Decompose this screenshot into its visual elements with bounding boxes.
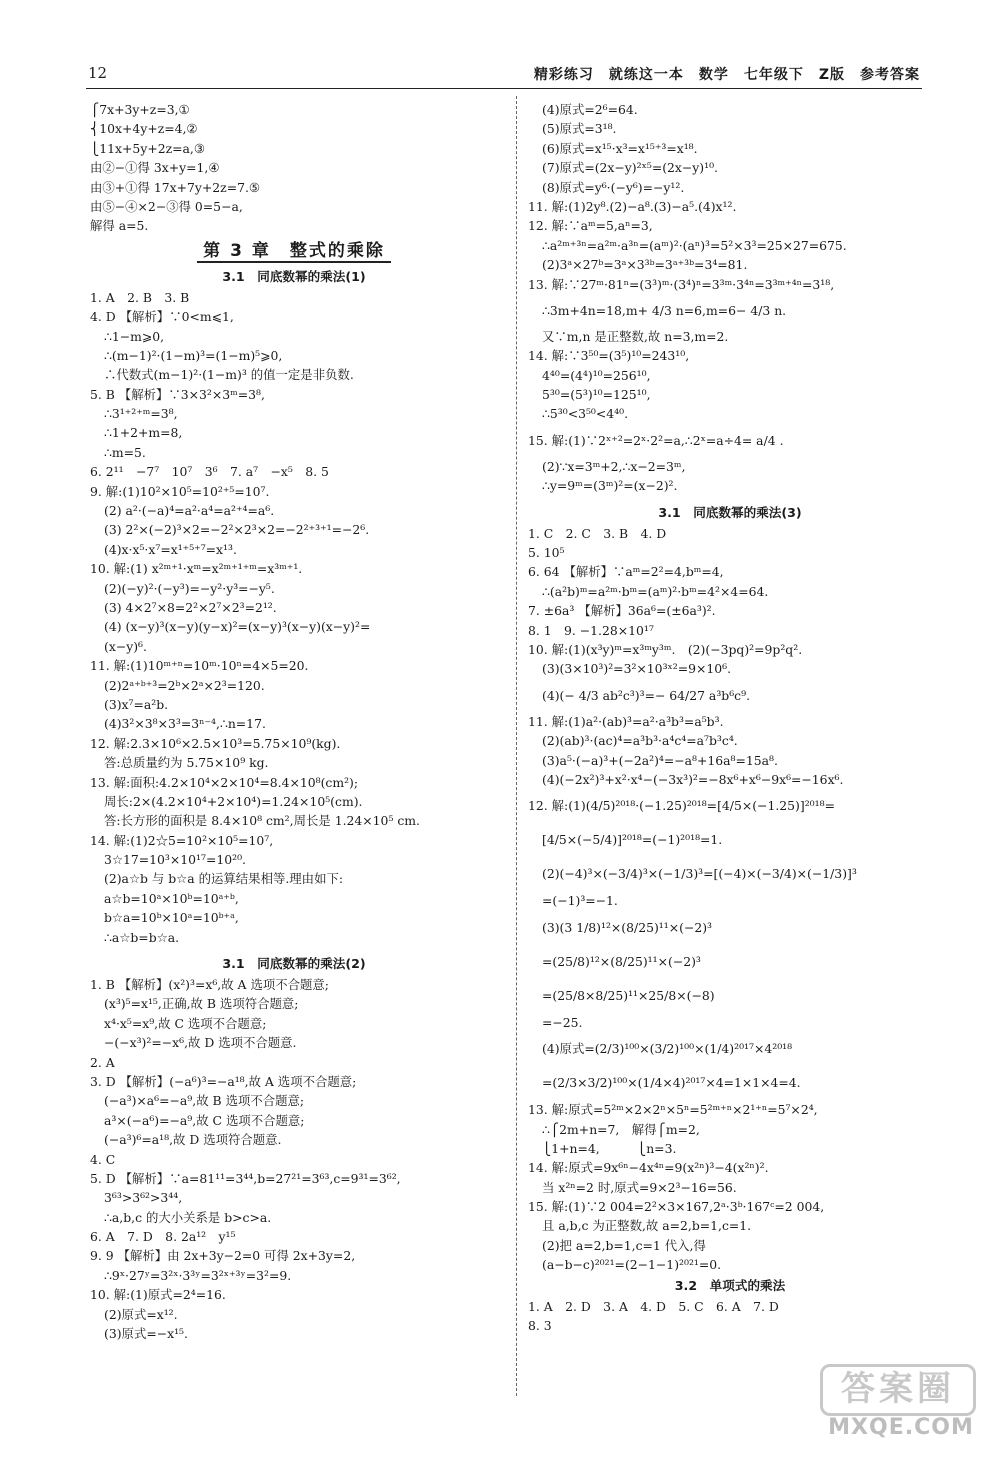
right-column — [528, 100, 932, 1335]
section-heading: 3.2 单项式的乘法 — [674, 1277, 786, 1293]
answer-line: =(25/8×8/25)¹¹×25/8×(−8) — [542, 987, 715, 1003]
answer-line: (2)∵x=3ᵐ+2,∴x−2=3ᵐ, — [542, 458, 686, 474]
answer-line: a☆b=10ᵃ×10ᵇ=10ᵃ⁺ᵇ, — [104, 890, 239, 906]
answer-line: ⎩1+n=4, ⎩n=3. — [542, 1140, 677, 1156]
answer-line: 14. 解:原式=9x⁶ⁿ−4x⁴ⁿ=9(x²ⁿ)³−4(x²ⁿ)². — [528, 1160, 769, 1176]
answer-line: 1. B 【解析】(x²)³=x⁶,故 A 选项不合题意; — [90, 977, 329, 993]
answer-line: (2)原式=x¹². — [104, 1306, 178, 1322]
answer-line: ∴代数式(m−1)²·(1−m)³ 的值一定是非负数. — [104, 367, 354, 383]
answer-line: 答:总质量约为 5.75×10⁹ kg. — [104, 755, 269, 771]
watermark-url: MXQE.COM — [828, 1415, 974, 1440]
answer-line: 5. 10⁵ — [528, 545, 565, 561]
answer-line: ∴1−m⩾0, — [104, 328, 165, 344]
answer-line: 6. 64 【解析】∵aᵐ=2²=4,bᵐ=4, — [528, 564, 724, 580]
answer-line: (3)a⁵·(−a)³+(−2a²)⁴=−a⁸+16a⁸=15a⁸. — [542, 752, 778, 768]
column-divider — [516, 96, 517, 1396]
answer-line: (2)(−y)²·(−y³)=−y²·y³=−y⁵. — [104, 580, 275, 596]
answer-line: 15. 解:(1)∵2ˣ⁺²=2ˣ·2²=a,∴2ˣ=a÷4= a/4 . — [528, 432, 784, 448]
answer-line: 又∵m,n 是正整数,故 n=3,m=2. — [542, 328, 729, 344]
answer-line: =−25. — [542, 1014, 583, 1030]
header-rule — [86, 88, 922, 89]
answer-line: 周长:2×(4.2×10⁴+2×10⁴)=1.24×10⁵(cm). — [104, 793, 363, 809]
answer-line: 12. 解:2.3×10⁶×2.5×10³=5.75×10⁹(kg). — [90, 735, 341, 751]
answer-line: 7. ±6a³ 【解析】36a⁶=(±6a³)². — [528, 603, 716, 619]
running-header-title: 精彩练习 就练这一本 数学 七年级下 Z版 参考答案 — [533, 67, 920, 83]
answer-line: 15. 解:(1)∵2 004=2²×3×167,2ᵃ·3ᵇ·167ᶜ=2 004, — [528, 1199, 825, 1215]
answer-line: 2. A — [90, 1054, 115, 1070]
answer-line: 9. 解:(1)10²×10⁵=10²⁺⁵=10⁷. — [90, 483, 270, 499]
answer-line: (−a³)×a⁶=−a⁹,故 B 选项不合题意; — [104, 1093, 305, 1109]
answer-line: 13. 解:∵27ᵐ·81ⁿ=(3³)ᵐ·(3⁴)ⁿ=3³ᵐ·3⁴ⁿ=3³ᵐ⁺⁴ⁿ=3¹⁸, — [528, 276, 835, 292]
answer-line: (8)原式=y⁶·(−y⁶)=−y¹². — [542, 179, 685, 195]
answer-line: 6. 2¹¹ −7⁷ 10⁷ 3⁶ 7. a⁷ −x⁵ 8. 5 — [90, 464, 329, 480]
chapter-title — [90, 236, 498, 266]
answer-line: 1. C 2. C 3. B 4. D — [528, 525, 667, 541]
answer-line: (3)x⁷=a²b. — [104, 696, 169, 712]
answer-line: 8. 3 — [528, 1318, 552, 1334]
answer-line: 4. D 【解析】∵0<m⩽1, — [90, 309, 234, 325]
answer-line: ∴a☆b=b☆a. — [104, 929, 180, 945]
answer-line: 答:长方形的面积是 8.4×10⁸ cm²,周长是 1.24×10⁵ cm. — [104, 813, 420, 829]
answer-line: 10. 解:(1) x²ᵐ⁺¹·xᵐ=x²ᵐ⁺¹⁺ᵐ=x³ᵐ⁺¹. — [90, 561, 303, 577]
answer-line: (4)(−2x²)³+x²·x⁴−(−3x³)²=−8x⁶+x⁶−9x⁶=−16x⁶. — [542, 771, 844, 787]
answer-line: (4)(− 4/3 ab²c³)³=− 64/27 a³b⁶c⁹. — [542, 687, 751, 703]
watermark-logo — [826, 1364, 976, 1440]
answer-line: b☆a=10ᵇ×10ᵃ=10ᵇ⁺ᵃ, — [104, 910, 239, 926]
answer-line: 解得 a=5. — [90, 218, 149, 234]
answer-line: (−a³)⁶=a¹⁸,故 D 选项符合题意. — [104, 1132, 282, 1148]
answer-line: 9. 9 【解析】由 2x+3y−2=0 可得 2x+3y=2, — [90, 1248, 356, 1264]
answer-line: 6. A 7. D 8. 2a¹² y¹⁵ — [90, 1229, 236, 1245]
answer-line: 4. C — [90, 1151, 116, 1167]
section-heading: 3.1 同底数幂的乘法(3) — [658, 504, 802, 520]
answer-line: (4)3²×3⁸×3³=3ⁿ⁻⁴,∴n=17. — [104, 716, 266, 732]
answer-line: 12. 解:(1)(4/5)²⁰¹⁸·(−1.25)²⁰¹⁸=[4/5×(−1.25)]²⁰¹⁸= — [528, 798, 835, 814]
answer-line: ∴(m−1)²·(1−m)³=(1−m)⁵⩾0, — [104, 347, 283, 363]
answer-line: 且 a,b,c 为正整数,故 a=2,b=1,c=1. — [542, 1218, 752, 1234]
page-header — [0, 0, 1000, 100]
answer-line: x⁴·x⁵=x⁹,故 C 选项不合题意; — [104, 1015, 267, 1031]
answer-line: (3) 4×2⁷×8=2²×2⁷×2³=2¹². — [104, 599, 277, 615]
section-heading: 3.1 同底数幂的乘法(1) — [222, 268, 366, 284]
answer-line: 10. 解:(1)原式=2⁴=16. — [90, 1287, 226, 1303]
answer-line: [4/5×(−5/4)]²⁰¹⁸=(−1)²⁰¹⁸=1. — [542, 832, 723, 848]
answer-line: 当 x²ⁿ=2 时,原式=9×2³−16=56. — [542, 1179, 737, 1195]
answer-line: 4⁴⁰=(4⁴)¹⁰=256¹⁰, — [542, 367, 651, 383]
answer-line: (2)(ab)³·(ac)⁴=a³b³·a⁴c⁴=a⁷b³c⁴. — [542, 733, 738, 749]
answer-line: ∴9ˣ·27ʸ=3²ˣ·3³ʸ=3²ˣ⁺³ʸ=3²=9. — [104, 1267, 292, 1283]
answer-line: (3)原式=−x¹⁵. — [104, 1326, 188, 1342]
page-number: 12 — [88, 64, 108, 82]
answer-line: (x³)⁵=x¹⁵,正确,故 B 选项符合题意; — [104, 996, 299, 1012]
answer-line: 5³⁰=(5³)¹⁰=125¹⁰, — [542, 387, 651, 403]
answer-line: =(2/3×3/2)¹⁰⁰×(1/4×4)²⁰¹⁷×4=1×1×4=4. — [542, 1075, 801, 1091]
answer-line: =(25/8)¹²×(8/25)¹¹×(−2)³ — [542, 953, 701, 969]
answer-line: (x−y)⁶. — [104, 638, 147, 654]
answer-line: 1. A 2. D 3. A 4. D 5. C 6. A 7. D — [528, 1298, 779, 1314]
answer-line: −(−x³)²=−x⁶,故 D 选项不合题意. — [104, 1035, 297, 1051]
answer-line: (2)2ᵃ⁺ᵇ⁺³=2ᵇ×2ᵃ×2³=120. — [104, 677, 265, 693]
answer-line: ∴5³⁰<3⁵⁰<4⁴⁰. — [542, 406, 629, 422]
answer-line: 3⁶³>3⁶²>3⁴⁴, — [104, 1190, 183, 1206]
answer-line: (3)(3 1/8)¹²×(8/25)¹¹×(−2)³ — [542, 919, 713, 935]
answer-line: ∴m=5. — [104, 444, 146, 460]
answer-line: =(−1)³=−1. — [542, 893, 618, 909]
answer-line: ⎨10x+4y+z=4,② — [90, 121, 198, 137]
answer-line: (3)(3×10³)²=3²×10³ˣ²=9×10⁶. — [542, 661, 732, 677]
left-column — [90, 100, 498, 1343]
answer-line: 10. 解:(1)(x³y)ᵐ=x³ᵐy³ᵐ. (2)(−3pq)²=9p²q². — [528, 641, 803, 657]
answer-line: 3☆17=10³×10¹⁷=10²⁰. — [104, 852, 246, 868]
answer-line: (4)原式=(2/3)¹⁰⁰×(3/2)¹⁰⁰×(1/4)²⁰¹⁷×4²⁰¹⁸ — [542, 1041, 793, 1057]
answer-line: (5)原式=3¹⁸. — [542, 121, 617, 137]
answer-line: ∴(a²b)ᵐ=a²ᵐ·bᵐ=(aᵐ)²·bᵐ=4²×4=64. — [542, 583, 769, 599]
answer-line: (3) 2²×(−2)³×2=−2²×2³×2=−2²⁺³⁺¹=−2⁶. — [104, 522, 370, 538]
section-heading: 3.1 同底数幂的乘法(2) — [222, 956, 366, 972]
answer-line: (a−b−c)²⁰²¹=(2−1−1)²⁰²¹=0. — [542, 1257, 722, 1273]
answer-line: 11. 解:(1)2y⁸.(2)−a⁸.(3)−a⁵.(4)x¹². — [528, 198, 737, 214]
answer-line: (4)x·x⁵·x⁷=x¹⁺⁵⁺⁷=x¹³. — [104, 541, 237, 557]
answer-line: 14. 解:(1)2☆5=10²×10⁵=10⁷, — [90, 832, 274, 848]
answer-line: ⎧7x+3y+z=3,① — [90, 102, 190, 117]
answer-line: (2)a☆b 与 b☆a 的运算结果相等.理由如下: — [104, 871, 344, 887]
answer-line: (4)原式=2⁶=64. — [542, 102, 638, 117]
answer-line: ∴3m+4n=18,m+ 4/3 n=6,m=6− 4/3 n. — [542, 302, 787, 318]
answer-line: 11. 解:(1)10ᵐ⁺ⁿ=10ᵐ·10ⁿ=4×5=20. — [90, 658, 309, 674]
answer-line: 12. 解:∵aᵐ=5,aⁿ=3, — [528, 218, 653, 234]
answer-line: 5. D 【解析】∵a=81¹¹=3⁴⁴,b=27²¹=3⁶³,c=9³¹=3⁶², — [90, 1170, 401, 1186]
answer-line: 8. 1 9. −1.28×10¹⁷ — [528, 622, 654, 638]
answer-line: ∴1+2+m=8, — [104, 425, 183, 441]
answer-line: (2) a²·(−a)⁴=a²·a⁴=a²⁺⁴=a⁶. — [104, 503, 275, 519]
answer-line: a³×(−a⁶)=−a⁹,故 C 选项不合题意; — [104, 1112, 305, 1128]
answer-line: (6)原式=x¹⁵·x³=x¹⁵⁺³=x¹⁸. — [542, 140, 698, 156]
answer-line: (2)3ᵃ×27ᵇ=3ᵃ×3³ᵇ=3ᵃ⁺³ᵇ=3⁴=81. — [542, 257, 748, 273]
answer-line: 13. 解:原式=5²ᵐ×2×2ⁿ×5ⁿ=5²ᵐ⁺ⁿ×2¹⁺ⁿ=5⁷×2⁴, — [528, 1102, 818, 1118]
answer-line: (7)原式=(2x−y)²ˣ⁵=(2x−y)¹⁰. — [542, 160, 718, 176]
answer-line: ∴y=9ᵐ=(3ᵐ)²=(x−2)². — [542, 478, 678, 494]
answer-line: (4) (x−y)³(x−y)(y−x)²=(x−y)³(x−y)(x−y)²= — [104, 619, 371, 635]
answer-line: 5. B 【解析】∵3×3²×3ᵐ=3⁸, — [90, 386, 265, 402]
watermark-text: 答案圈 — [820, 1364, 976, 1416]
answer-line: (2)(−4)³×(−3/4)³×(−1/3)³=[(−4)×(−3/4)×(−1/3)]³ — [542, 866, 857, 882]
chapter-title-text: 第 3 章 整式的乘除 — [197, 241, 391, 263]
answer-line: ⎩11x+5y+2z=a,③ — [90, 140, 205, 156]
answer-line: 由⑤−④×2−③得 0=5−a, — [90, 198, 243, 214]
answer-line: ∴3¹⁺²⁺ᵐ=3⁸, — [104, 406, 178, 422]
answer-line: 11. 解:(1)a²·(ab)³=a²·a³b³=a⁵b³. — [528, 713, 724, 729]
answer-line: ∴a,b,c 的大小关系是 b>c>a. — [104, 1209, 272, 1225]
answer-line: 13. 解:面积:4.2×10⁴×2×10⁴=8.4×10⁸(cm²); — [90, 774, 359, 790]
answer-line: 14. 解:∵3⁵⁰=(3⁵)¹⁰=243¹⁰, — [528, 348, 690, 364]
answer-line: 由②−①得 3x+y=1,④ — [90, 160, 220, 176]
answer-line: 3. D 【解析】(−a⁶)³=−a¹⁸,故 A 选项不合题意; — [90, 1073, 357, 1089]
answer-line: 由③+①得 17x+7y+2z=7.⑤ — [90, 179, 261, 195]
answer-line: ∴⎧2m+n=7, 解得⎧m=2, — [542, 1121, 700, 1137]
answer-line: (2)把 a=2,b=1,c=1 代入,得 — [542, 1237, 706, 1253]
answer-line: ∴a²ᵐ⁺³ⁿ=a²ᵐ·a³ⁿ=(aᵐ)²·(aⁿ)³=5²×3³=25×27=675. — [542, 237, 847, 253]
answer-line: 1. A 2. B 3. B — [90, 289, 190, 305]
